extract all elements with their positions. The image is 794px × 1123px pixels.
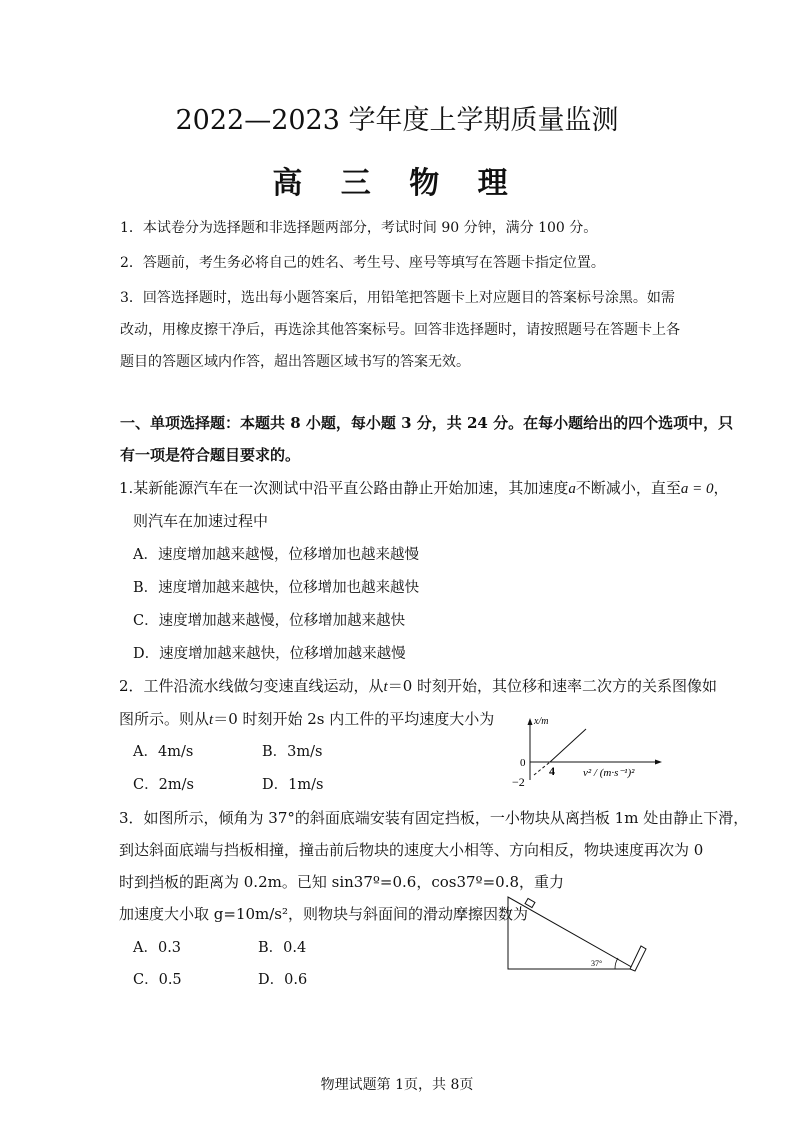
exam-title: 2022—2023 学年度上学期质量监测 xyxy=(175,105,619,136)
x-axis-arrow-icon xyxy=(655,760,662,765)
x-axis-label: v² / (m·s⁻¹)² xyxy=(583,767,635,779)
question-2-stem: 2．工件沿流水线做匀变速直线运动，从t＝0 时刻开始，其位移和速率二次方的关系图像如 xyxy=(119,677,718,695)
q1-option-a: A．速度增加越来越慢，位移增加也越来越慢 xyxy=(133,547,419,563)
instruction-2: 2．答题前，考生务必将自己的姓名、考生号、座号等填写在答题卡指定位置。 xyxy=(120,255,605,271)
var-a: a xyxy=(568,481,576,497)
q3-option-b: B．0.4 xyxy=(258,940,307,956)
question-3-stem: 3．如图所示，倾角为 37°的斜面底端安装有固定挡板，一小物块从离挡板 1m 处由静止下滑， xyxy=(119,809,749,827)
instruction-1: 1．本试卷分为选择题和非选择题两部分，考试时间 90 分钟，满分 100 分。 xyxy=(120,220,598,236)
baffle xyxy=(630,946,646,971)
instruction-3-cont: 改动，用橡皮擦干净后，再选涂其他答案标号。回答非选择题时，请按照题号在答题卡上各 xyxy=(120,322,680,338)
y-axis-arrow-icon xyxy=(528,718,533,725)
y-intercept-label: −2 xyxy=(512,775,525,789)
block xyxy=(525,898,535,907)
q2-option-d: D．1m/s xyxy=(262,777,324,793)
q2-graph xyxy=(508,712,688,792)
angle-label: 37° xyxy=(591,959,603,968)
q3-option-c: C．0.5 xyxy=(133,972,182,988)
q2-option-a: A．4m/s xyxy=(133,744,194,760)
instruction-3-cont2: 题目的答题区域内作答，超出答题区域书写的答案无效。 xyxy=(120,354,470,370)
question-3-stem-cont3: 加速度大小取 g=10m/s²，则物块与斜面间的滑动摩擦因数为 xyxy=(119,905,529,923)
incline-triangle xyxy=(508,897,635,969)
origin-label: 0 xyxy=(520,757,526,769)
subject-title: 高 三 物 理 xyxy=(272,166,522,201)
graph-line xyxy=(550,729,586,762)
y-axis-label: x/m xyxy=(534,716,549,727)
condition: a = 0 xyxy=(680,481,714,497)
q3-option-a: A．0.3 xyxy=(133,940,182,956)
section-heading: 一、单项选择题：本题共 8 小题，每小题 3 分，共 24 分。在每小题给出的四个选项中，只 xyxy=(120,414,734,432)
q3-incline-figure xyxy=(505,893,655,973)
q1-option-d: D．速度增加越来越快，位移增加越来越慢 xyxy=(133,646,406,662)
q3-option-d: D．0.6 xyxy=(258,972,308,988)
instruction-3: 3．回答选择题时，选出每小题答案后，用铅笔把答题卡上对应题目的答案标号涂黑。如需 xyxy=(120,290,675,306)
q1-option-c: C．速度增加越来越慢，位移增加越来越快 xyxy=(133,613,406,629)
q2-option-b: B．3m/s xyxy=(262,744,323,760)
q1-option-b: B．速度增加越来越快，位移增加也越来越快 xyxy=(133,580,420,596)
question-1-stem-cont: 则汽车在加速过程中 xyxy=(133,512,269,530)
section-heading-cont: 有一项是符合题目要求的。 xyxy=(120,446,301,464)
question-1-stem: 1.某新能源汽车在一次测试中沿平直公路由静止开始加速，其加速度a不断减小，直至a = 0， xyxy=(119,479,729,497)
page-footer: 物理试题第 1页，共 8页 xyxy=(320,1077,474,1093)
x-intercept-label: 4 xyxy=(549,764,555,778)
q2-option-c: C．2m/s xyxy=(133,777,194,793)
question-3-stem-cont2: 时到挡板的距离为 0.2m。已知 sin37º=0.6，cos37º=0.8，重力 xyxy=(119,873,565,891)
question-3-stem-cont: 到达斜面底端与挡板相撞，撞击前后物块的速度大小相等、方向相反，物块速度再次为 0 xyxy=(119,841,704,859)
dashed-extension xyxy=(534,762,550,775)
question-2-stem-cont: 图所示。则从t＝0 时刻开始 2s 内工件的平均速度大小为 xyxy=(119,710,495,728)
